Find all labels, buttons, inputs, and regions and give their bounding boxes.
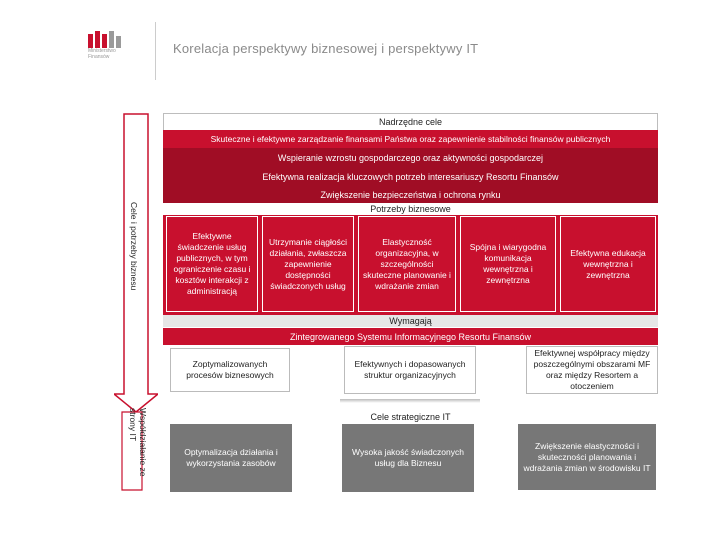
goal-bar-3: Efektywna realizacja kluczowych potrzeb interesariuszy Resortu Finansów — [163, 167, 658, 186]
requirements-shadow-line — [340, 399, 480, 403]
need-box-1: Efektywne świadczenie usług publicznych, w tym ograniczenie czasu i kosztów interakcji z administracją — [166, 216, 258, 312]
side-label-it-text: Współdziałanie ze strony IT — [128, 408, 148, 477]
logo-line2: Finansów — [88, 54, 110, 60]
goal-bar-2: Wspieranie wzrostu gospodarczego oraz aktywności gospodarczej — [163, 148, 658, 167]
need-box-5: Efektywna edukacja wewnętrzna i zewnętrzna — [560, 216, 656, 312]
goal-bar-1: Skuteczne i efektywne zarządzanie finansami Państwa oraz zapewnienie stabilności finansów publicznych — [163, 130, 658, 148]
requirement-box-2: Efektywnych i dopasowanych struktur organizacyjnych — [344, 346, 476, 394]
need-box-3: Elastyczność organizacyjna, w szczególności skuteczne planowanie i wdrażanie zmian — [358, 216, 456, 312]
it-goal-box-2: Wysoka jakość świadczonych usług dla Biznesu — [342, 424, 474, 492]
business-needs-heading: Potrzeby biznesowe — [163, 203, 658, 215]
header-divider — [155, 22, 156, 80]
top-section-heading: Nadrzędne cele — [378, 117, 443, 127]
need-box-2: Utrzymanie ciągłości działania, zwłaszcza zapewnienie dostępności świadczonych usług — [262, 216, 354, 312]
logo-line1: Ministerstwo — [88, 48, 116, 54]
requirement-box-1: Zoptymalizowanych procesów biznesowych — [170, 348, 290, 392]
page-title: Korelacja perspektywy biznesowej i perspektywy IT — [173, 41, 479, 56]
need-box-4: Spójna i wiarygodna komunikacja wewnętrzna i zewnętrzna — [460, 216, 556, 312]
it-goal-box-1: Optymalizacja działania i wykorzystania zasobów — [170, 424, 292, 492]
logo-text — [88, 48, 138, 60]
system-bar: Zintegrowanego Systemu Informacyjnego Resortu Finansów — [163, 328, 658, 345]
goal-bar-4: Zwiększenie bezpieczeństwa i ochrona rynku — [163, 186, 658, 203]
logo-mark-icon — [88, 30, 128, 50]
side-label-business: Cele i potrzeby biznesu — [129, 202, 139, 291]
side-label-it — [128, 408, 148, 480]
requirements-heading: Wymagają — [163, 315, 658, 327]
requirement-box-3: Efektywnej współpracy między poszczególnymi obszarami MF oraz między Resortem a otoczeniem — [526, 346, 658, 394]
it-goal-box-3: Zwiększenie elastyczności i skuteczności planowania i wdrażania zmian w środowisku IT — [518, 424, 656, 490]
it-goals-heading: Cele strategiczne IT — [370, 412, 451, 422]
